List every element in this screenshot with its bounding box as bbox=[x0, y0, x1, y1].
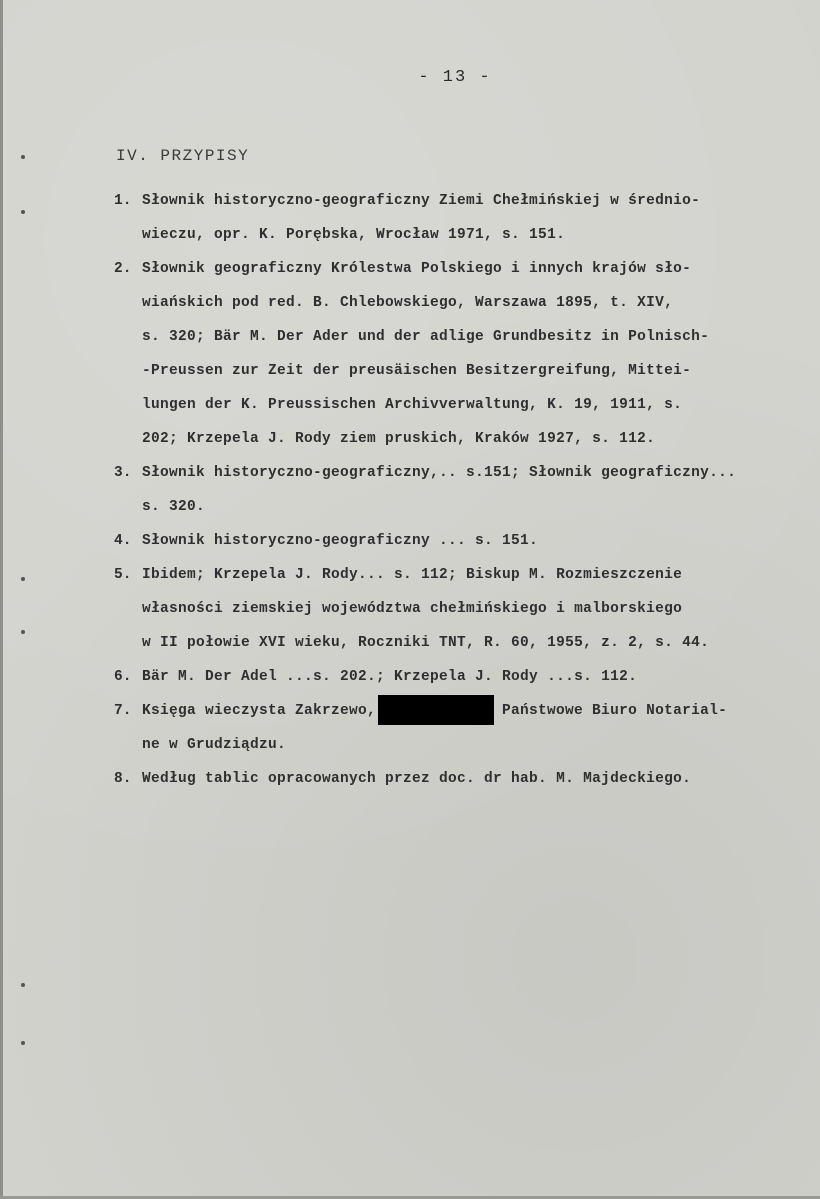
footnote-line: wieczu, opr. K. Porębska, Wrocław 1971, s. 151. bbox=[142, 227, 566, 243]
footnote-line: 202; Krzepela J. Rody ziem pruskich, Kraków 1927, s. 112. bbox=[142, 431, 656, 447]
footnote-number: 3. bbox=[114, 465, 132, 481]
footnote-line: Ibidem; Krzepela J. Rody... s. 112; Biskup M. Rozmieszczenie bbox=[142, 567, 683, 583]
footnote-number: 4. bbox=[114, 533, 132, 549]
section-heading: IV. PRZYPISY bbox=[116, 147, 250, 165]
footnote-line bbox=[142, 694, 818, 728]
redaction-block bbox=[378, 695, 494, 725]
footnote-line: Słownik historyczno-geograficzny,.. s.151; Słownik geograficzny... bbox=[142, 465, 737, 481]
page-edge-shadow bbox=[0, 0, 3, 1199]
footnote-line: ne w Grudziądzu. bbox=[142, 737, 287, 753]
footnote-line: Bär M. Der Adel ...s. 202.; Krzepela J. Rody ...s. 112. bbox=[142, 669, 638, 685]
footnote-line: -Preussen zur Zeit der preusäischen Besitzergreifung, Mittei- bbox=[142, 363, 692, 379]
footnote-number: 5. bbox=[114, 567, 132, 583]
punch-mark bbox=[21, 210, 25, 214]
footnote-line: s. 320. bbox=[142, 499, 206, 515]
footnote-line: lungen der K. Preussischen Archivverwaltung, K. 19, 1911, s. bbox=[142, 397, 683, 413]
punch-mark bbox=[21, 155, 25, 159]
footnote-line: w II połowie XVI wieku, Roczniki TNT, R. 60, 1955, z. 2, s. 44. bbox=[142, 635, 710, 651]
footnote-line: własności ziemskiej województwa chełmińskiego i malborskiego bbox=[142, 601, 683, 617]
footnote-number: 1. bbox=[114, 193, 132, 209]
footnote-text-before-redaction: Księga wieczysta Zakrzewo, bbox=[142, 703, 377, 719]
footnote-line: Według tablic opracowanych przez doc. dr hab. M. Majdeckiego. bbox=[142, 771, 692, 787]
footnote-line: wiańskich pod red. B. Chlebowskiego, Warszawa 1895, t. XIV, bbox=[142, 295, 674, 311]
footnote-text-after-redaction: Państwowe Biuro Notarial- bbox=[502, 703, 728, 719]
punch-mark bbox=[21, 577, 25, 581]
footnote-line: s. 320; Bär M. Der Ader und der adlige Grundbesitz in Polnisch- bbox=[142, 329, 710, 345]
footnote-line: Słownik geograficzny Królestwa Polskiego i innych krajów sło- bbox=[142, 261, 692, 277]
footnote-number: 2. bbox=[114, 261, 132, 277]
footnote-number: 7. bbox=[114, 703, 132, 719]
footnote-line: Słownik historyczno-geograficzny ... s. 151. bbox=[142, 533, 539, 549]
footnote-number: 6. bbox=[114, 669, 132, 685]
footnote-number: 8. bbox=[114, 771, 132, 787]
punch-mark bbox=[21, 983, 25, 987]
punch-mark bbox=[21, 1041, 25, 1045]
footnote-line: Słownik historyczno-geograficzny Ziemi Chełmińskiej w średnio- bbox=[142, 193, 701, 209]
punch-mark bbox=[21, 630, 25, 634]
page-number: - 13 - bbox=[418, 68, 492, 87]
